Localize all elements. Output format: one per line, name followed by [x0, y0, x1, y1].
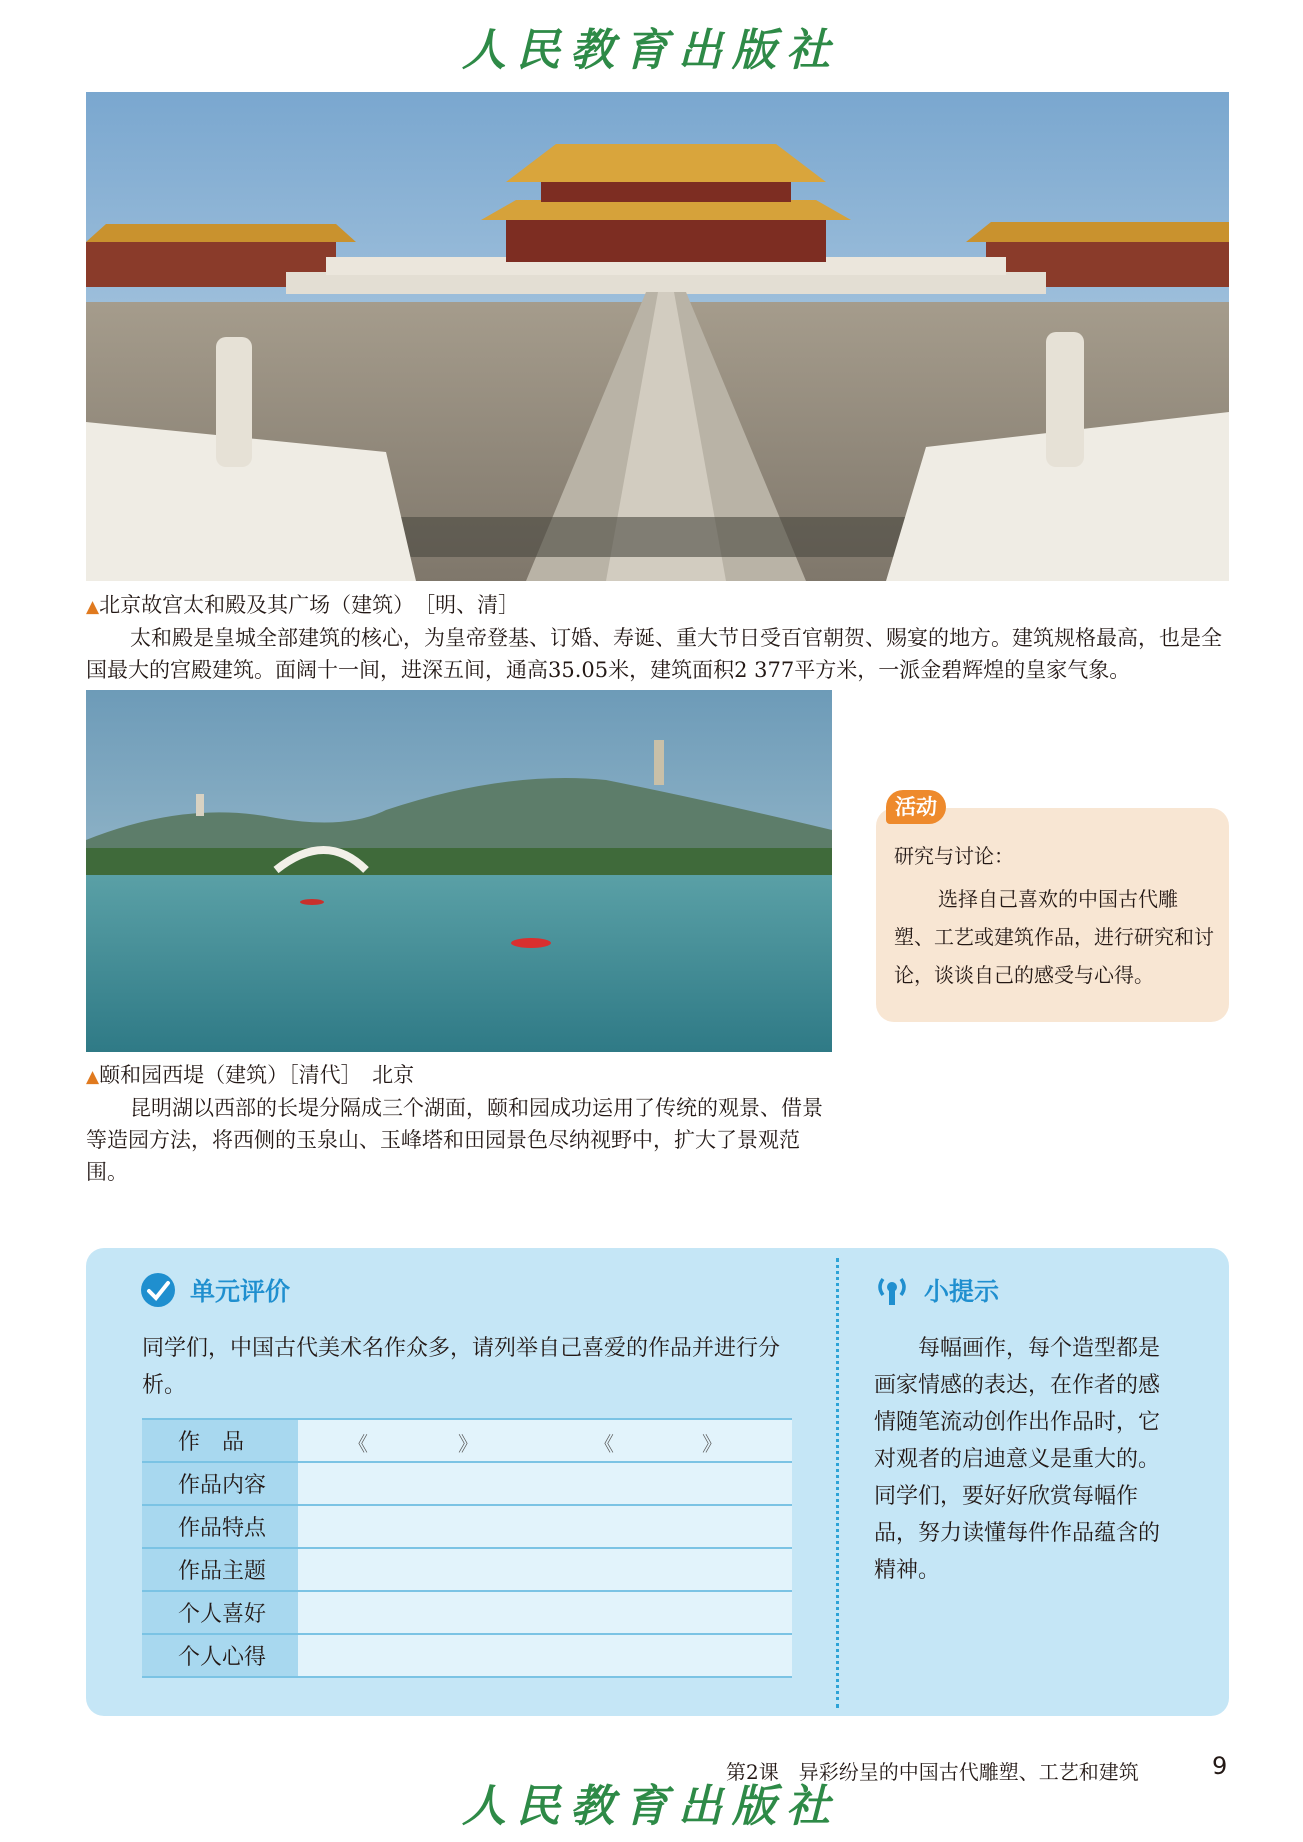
page-number: 9	[1212, 1752, 1228, 1780]
row-label: 个人心得	[142, 1634, 298, 1677]
bracket-open: 《	[594, 1432, 614, 1456]
row-label: 个人喜好	[142, 1591, 298, 1634]
evaluation-intro: 同学们，中国古代美术名作众多，请列举自己喜爱的作品并进行分析。	[142, 1336, 781, 1398]
table-row	[142, 1462, 792, 1505]
photo1-description: 太和殿是皇城全部建筑的核心，为皇帝登基、订婚、寿诞、重大节日受百官朝贺、赐宴的地方。建筑规格最高，也是全国最大的宫殿建筑。面阔十一间，进深五间，通高35.05米，建筑面积2 377平方米，一派金碧辉煌的皇家气象。	[86, 626, 1222, 682]
publisher-logo-top: 人民教育出版社	[462, 25, 840, 76]
triangle-marker-icon: ▲	[86, 1067, 100, 1087]
theme-input-cell[interactable]	[298, 1548, 792, 1591]
photo1-title: 北京故宫太和殿及其广场（建筑）	[99, 593, 404, 617]
activity-tag: 活动	[886, 790, 946, 824]
photo2-title: 颐和园西堤（建筑）	[99, 1063, 289, 1087]
tip-body: 每幅画作，每个造型都是画家情感的表达，在作者的感情随笔流动创作出作品时，它对观者的启迪意义是重大的。同学们，要好好欣赏每幅作品，努力读懂每件作品蕴含的精神。	[874, 1336, 1161, 1583]
lesson-footer: 第2课 异彩纷呈的中国古代雕塑、工艺和建筑	[726, 1760, 1139, 1784]
triangle-marker-icon: ▲	[86, 597, 100, 617]
works-input-cell[interactable]	[298, 1419, 792, 1462]
bracket-close: 》	[702, 1432, 722, 1456]
row-label: 作 品	[142, 1419, 298, 1462]
table-row	[142, 1591, 792, 1634]
content-input-cell[interactable]	[298, 1462, 792, 1505]
panel-divider	[836, 1258, 839, 1708]
tip-title: 小提示	[924, 1277, 1000, 1306]
evaluation-header	[140, 1272, 290, 1308]
activity-subtitle: 研究与讨论：	[894, 844, 1014, 868]
photo2-location: 北京	[372, 1063, 415, 1087]
forbidden-city-photo	[86, 92, 1229, 581]
photo1-caption-title	[86, 590, 519, 622]
table-row	[142, 1634, 792, 1677]
bracket-close: 》	[458, 1432, 478, 1456]
activity-body: 选择自己喜欢的中国古代雕塑、工艺或建筑作品，进行研究和讨论，谈谈自己的感受与心得。	[894, 887, 1214, 987]
tip-header	[874, 1272, 999, 1308]
table-row	[142, 1548, 792, 1591]
table-row	[142, 1419, 792, 1462]
photo2-dynasty: ［清代］	[288, 1063, 352, 1087]
bracket-open: 《	[348, 1432, 368, 1456]
evaluation-table	[142, 1418, 792, 1678]
summer-palace-photo	[86, 690, 832, 1052]
preference-input-cell[interactable]	[298, 1591, 792, 1634]
tip-signal-icon	[874, 1272, 910, 1308]
row-label: 作品主题	[142, 1548, 298, 1591]
table-row	[142, 1505, 792, 1548]
publisher-logo-bottom: 人民教育出版社	[462, 1781, 840, 1832]
row-label: 作品特点	[142, 1505, 298, 1548]
photo1-dynasty: ［明、清］	[424, 593, 520, 617]
evaluation-title: 单元评价	[190, 1277, 291, 1306]
photo2-description: 昆明湖以西部的长堤分隔成三个湖面，颐和园成功运用了传统的观景、借景等造园方法，将西侧的玉泉山、玉峰塔和田园景色尽纳视野中，扩大了景观范围。	[86, 1096, 823, 1184]
reflection-input-cell[interactable]	[298, 1634, 792, 1677]
row-label: 作品内容	[142, 1462, 298, 1505]
photo2-caption-title	[86, 1060, 414, 1092]
evaluation-check-icon	[140, 1272, 176, 1308]
features-input-cell[interactable]	[298, 1505, 792, 1548]
